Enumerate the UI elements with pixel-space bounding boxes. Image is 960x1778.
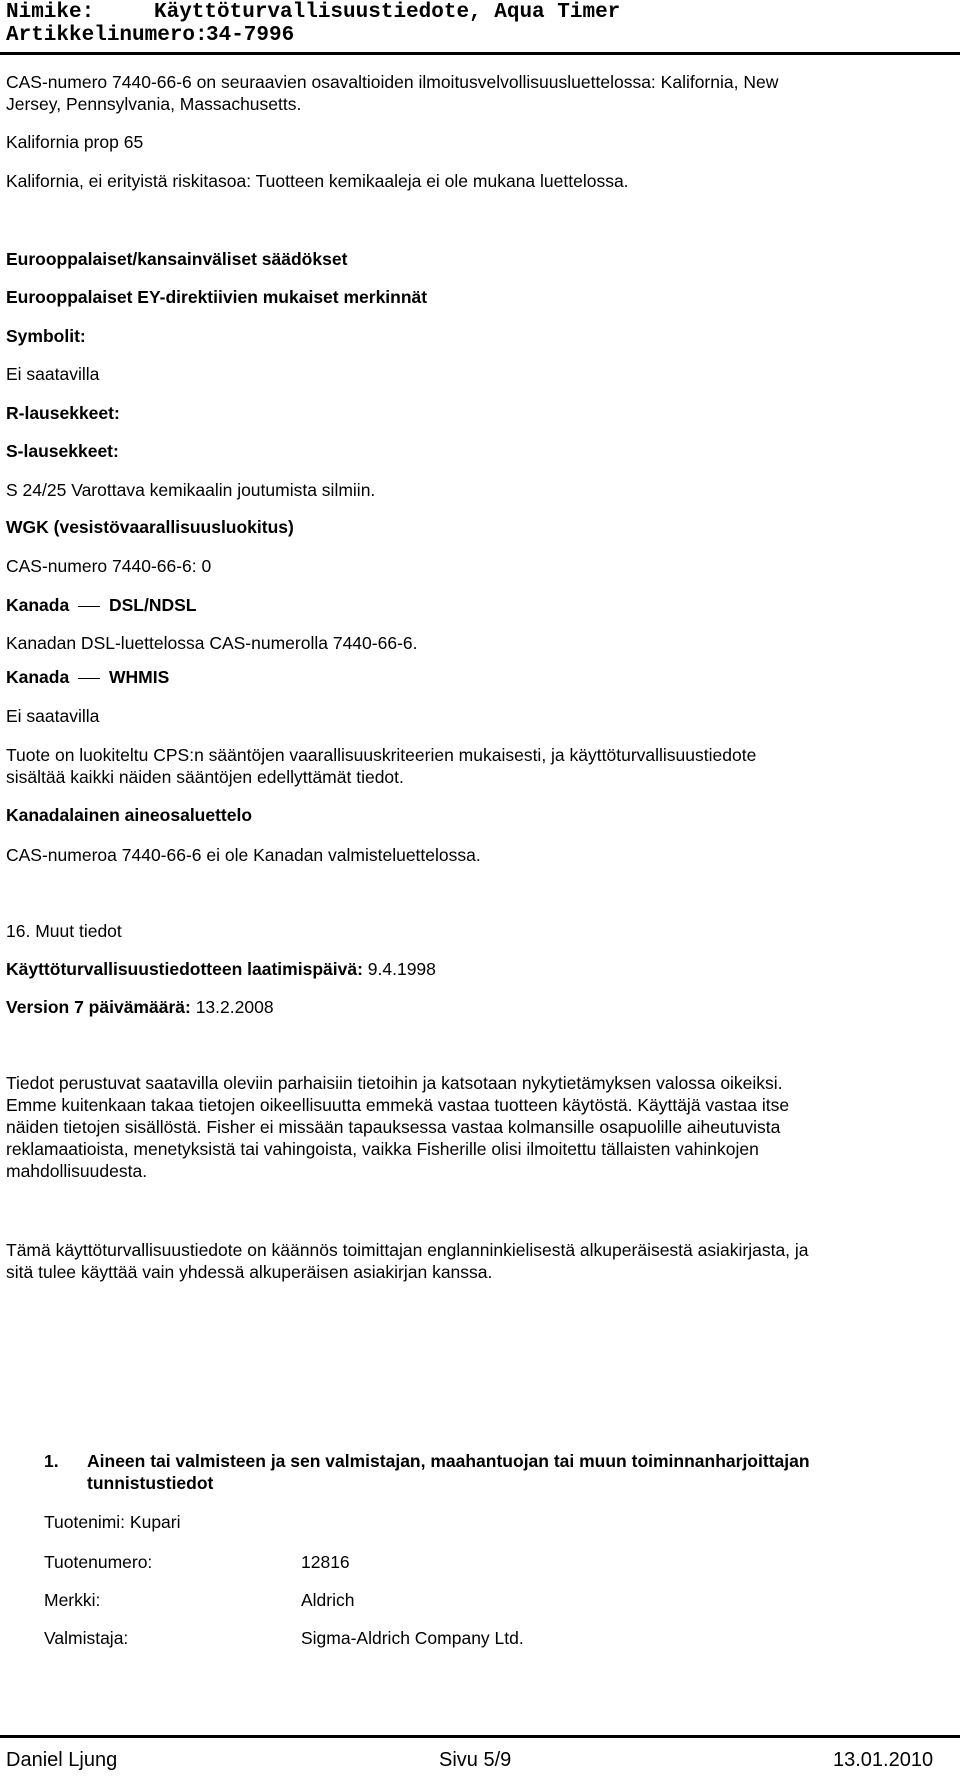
symbols-label: Symbolit:: [6, 326, 86, 346]
canada-whmis-dash: [78, 667, 100, 679]
manufacturer-value: Sigma-Aldrich Company Ltd.: [301, 1628, 524, 1648]
brand-label: Merkki:: [44, 1590, 101, 1610]
canada-whmis-heading-country: Kanada: [6, 667, 70, 687]
canada-dsl-dash: [78, 595, 100, 607]
header-rule: [0, 52, 960, 55]
canada-ingredients-value: CAS-numeroa 7440-66-6 ei ole Kanadan valmisteluettelossa.: [6, 845, 481, 865]
brand-value: Aldrich: [301, 1590, 355, 1610]
canada-dsl-heading-list: DSL/NDSL: [108, 595, 197, 615]
version-date-row: [6, 997, 274, 1018]
disclaimer-p1-line2: Emme kuitenkaan takaa tietojen oikeellisuutta emmekä vastaa tuotteen käytöstä. Käyttäjä vastaa itse: [6, 1095, 790, 1115]
eu-subheading: Eurooppalaiset EY-direktiivien mukaiset merkinnät: [6, 287, 428, 307]
disclaimer-p2-line1: Tämä käyttöturvallisuustiedote on käännös toimittajan englanninkielisestä alkuperäisestä asiakirjasta, ja: [6, 1240, 809, 1260]
s-phrases-label: S-lausekkeet:: [6, 441, 119, 461]
canada-dsl-heading-country: Kanada: [6, 595, 70, 615]
header-name-value: Käyttöturvallisuustiedote, Aqua Timer: [154, 1, 621, 24]
section1-heading-line2: tunnistustiedot: [87, 1473, 214, 1493]
wgk-value: CAS-numero 7440-66-6: 0: [6, 556, 212, 576]
section1-heading-line1: Aineen tai valmisteen ja sen valmistajan, maahantuojan tai muun toiminnanharjoittajan: [87, 1451, 810, 1471]
prop65-text: Kalifornia, ei erityistä riskitasoa: Tuotteen kemikaaleja ei ole mukana luettelossa.: [6, 171, 629, 191]
disclaimer-p2-line2: sitä tulee käyttää vain yhdessä alkuperäisen asiakirjan kanssa.: [6, 1262, 493, 1282]
header-article-value: 34-7996: [206, 24, 295, 47]
footer-rule: [0, 1735, 960, 1738]
created-date-label: Käyttöturvallisuustiedotteen laatimispäivä:: [6, 959, 363, 979]
s-phrases-value: S 24/25 Varottava kemikaalin joutumista silmiin.: [6, 480, 376, 500]
created-date-row: [6, 959, 436, 980]
footer-author: Daniel Ljung: [6, 1749, 118, 1771]
canada-whmis-value: Ei saatavilla: [6, 706, 100, 726]
disclaimer-p1-line3: näiden tietojen sisällöstä. Fisher ei missään tapauksessa vastaa kolmansille osapuolille aiheutuvista: [6, 1117, 781, 1137]
prop65-heading: Kalifornia prop 65: [6, 132, 144, 152]
footer-date: 13.01.2010: [833, 1749, 934, 1771]
cps-line2: sisältää kaikki näiden sääntöjen edellyttämät tiedot.: [6, 767, 404, 787]
header-name-label: Nimike:: [6, 1, 95, 24]
cas-states-line2: Jersey, Pennsylvania, Massachusetts.: [6, 94, 302, 114]
eu-heading: Eurooppalaiset/kansainväliset säädökset: [6, 249, 348, 269]
symbols-value: Ei saatavilla: [6, 364, 100, 384]
canada-dsl-heading: [6, 595, 196, 616]
disclaimer-p1-line5: mahdollisuudesta.: [6, 1161, 148, 1181]
created-date-value: 9.4.1998: [367, 959, 436, 979]
canada-whmis-heading-list: WHMIS: [108, 667, 170, 687]
cas-states-line1: CAS-numero 7440-66-6 on seuraavien osavaltioiden ilmoitusvelvollisuusluettelossa: Kalifornia, New: [6, 72, 779, 92]
header-article-label: Artikkelinumero:: [6, 24, 208, 47]
disclaimer-p1-line4: reklamaatioista, menetyksistä tai vahingoista, vaikka Fisherille olisi ilmoitettu tällaisten vahinkojen: [6, 1139, 759, 1159]
wgk-heading: WGK (vesistövaarallisuusluokitus): [6, 517, 294, 537]
section1-number: 1.: [44, 1451, 59, 1471]
footer-page: Sivu 5/9: [439, 1749, 512, 1771]
r-phrases-label: R-lausekkeet:: [6, 403, 120, 423]
tradename: Tuotenimi: Kupari: [44, 1512, 181, 1532]
manufacturer-label: Valmistaja:: [44, 1628, 129, 1648]
canada-dsl-value: Kanadan DSL-luettelossa CAS-numerolla 7440-66-6.: [6, 633, 418, 653]
version-date-label: Version 7 päivämäärä:: [6, 997, 191, 1017]
canada-whmis-heading: [6, 667, 169, 688]
canada-ingredients-heading: Kanadalainen aineosaluettelo: [6, 805, 253, 825]
cps-line1: Tuote on luokiteltu CPS:n sääntöjen vaarallisuuskriteerien mukaisesti, ja käyttöturvallisuustiedote: [6, 745, 757, 765]
disclaimer-p1-line1: Tiedot perustuvat saatavilla oleviin parhaisiin tietoihin ja katsotaan nykytietämyksen valossa oikeiksi.: [6, 1073, 783, 1093]
product-number-label: Tuotenumero:: [44, 1552, 153, 1572]
section16-heading: 16. Muut tiedot: [6, 921, 122, 941]
product-number-value: 12816: [301, 1552, 350, 1572]
version-date-value: 13.2.2008: [195, 997, 274, 1017]
